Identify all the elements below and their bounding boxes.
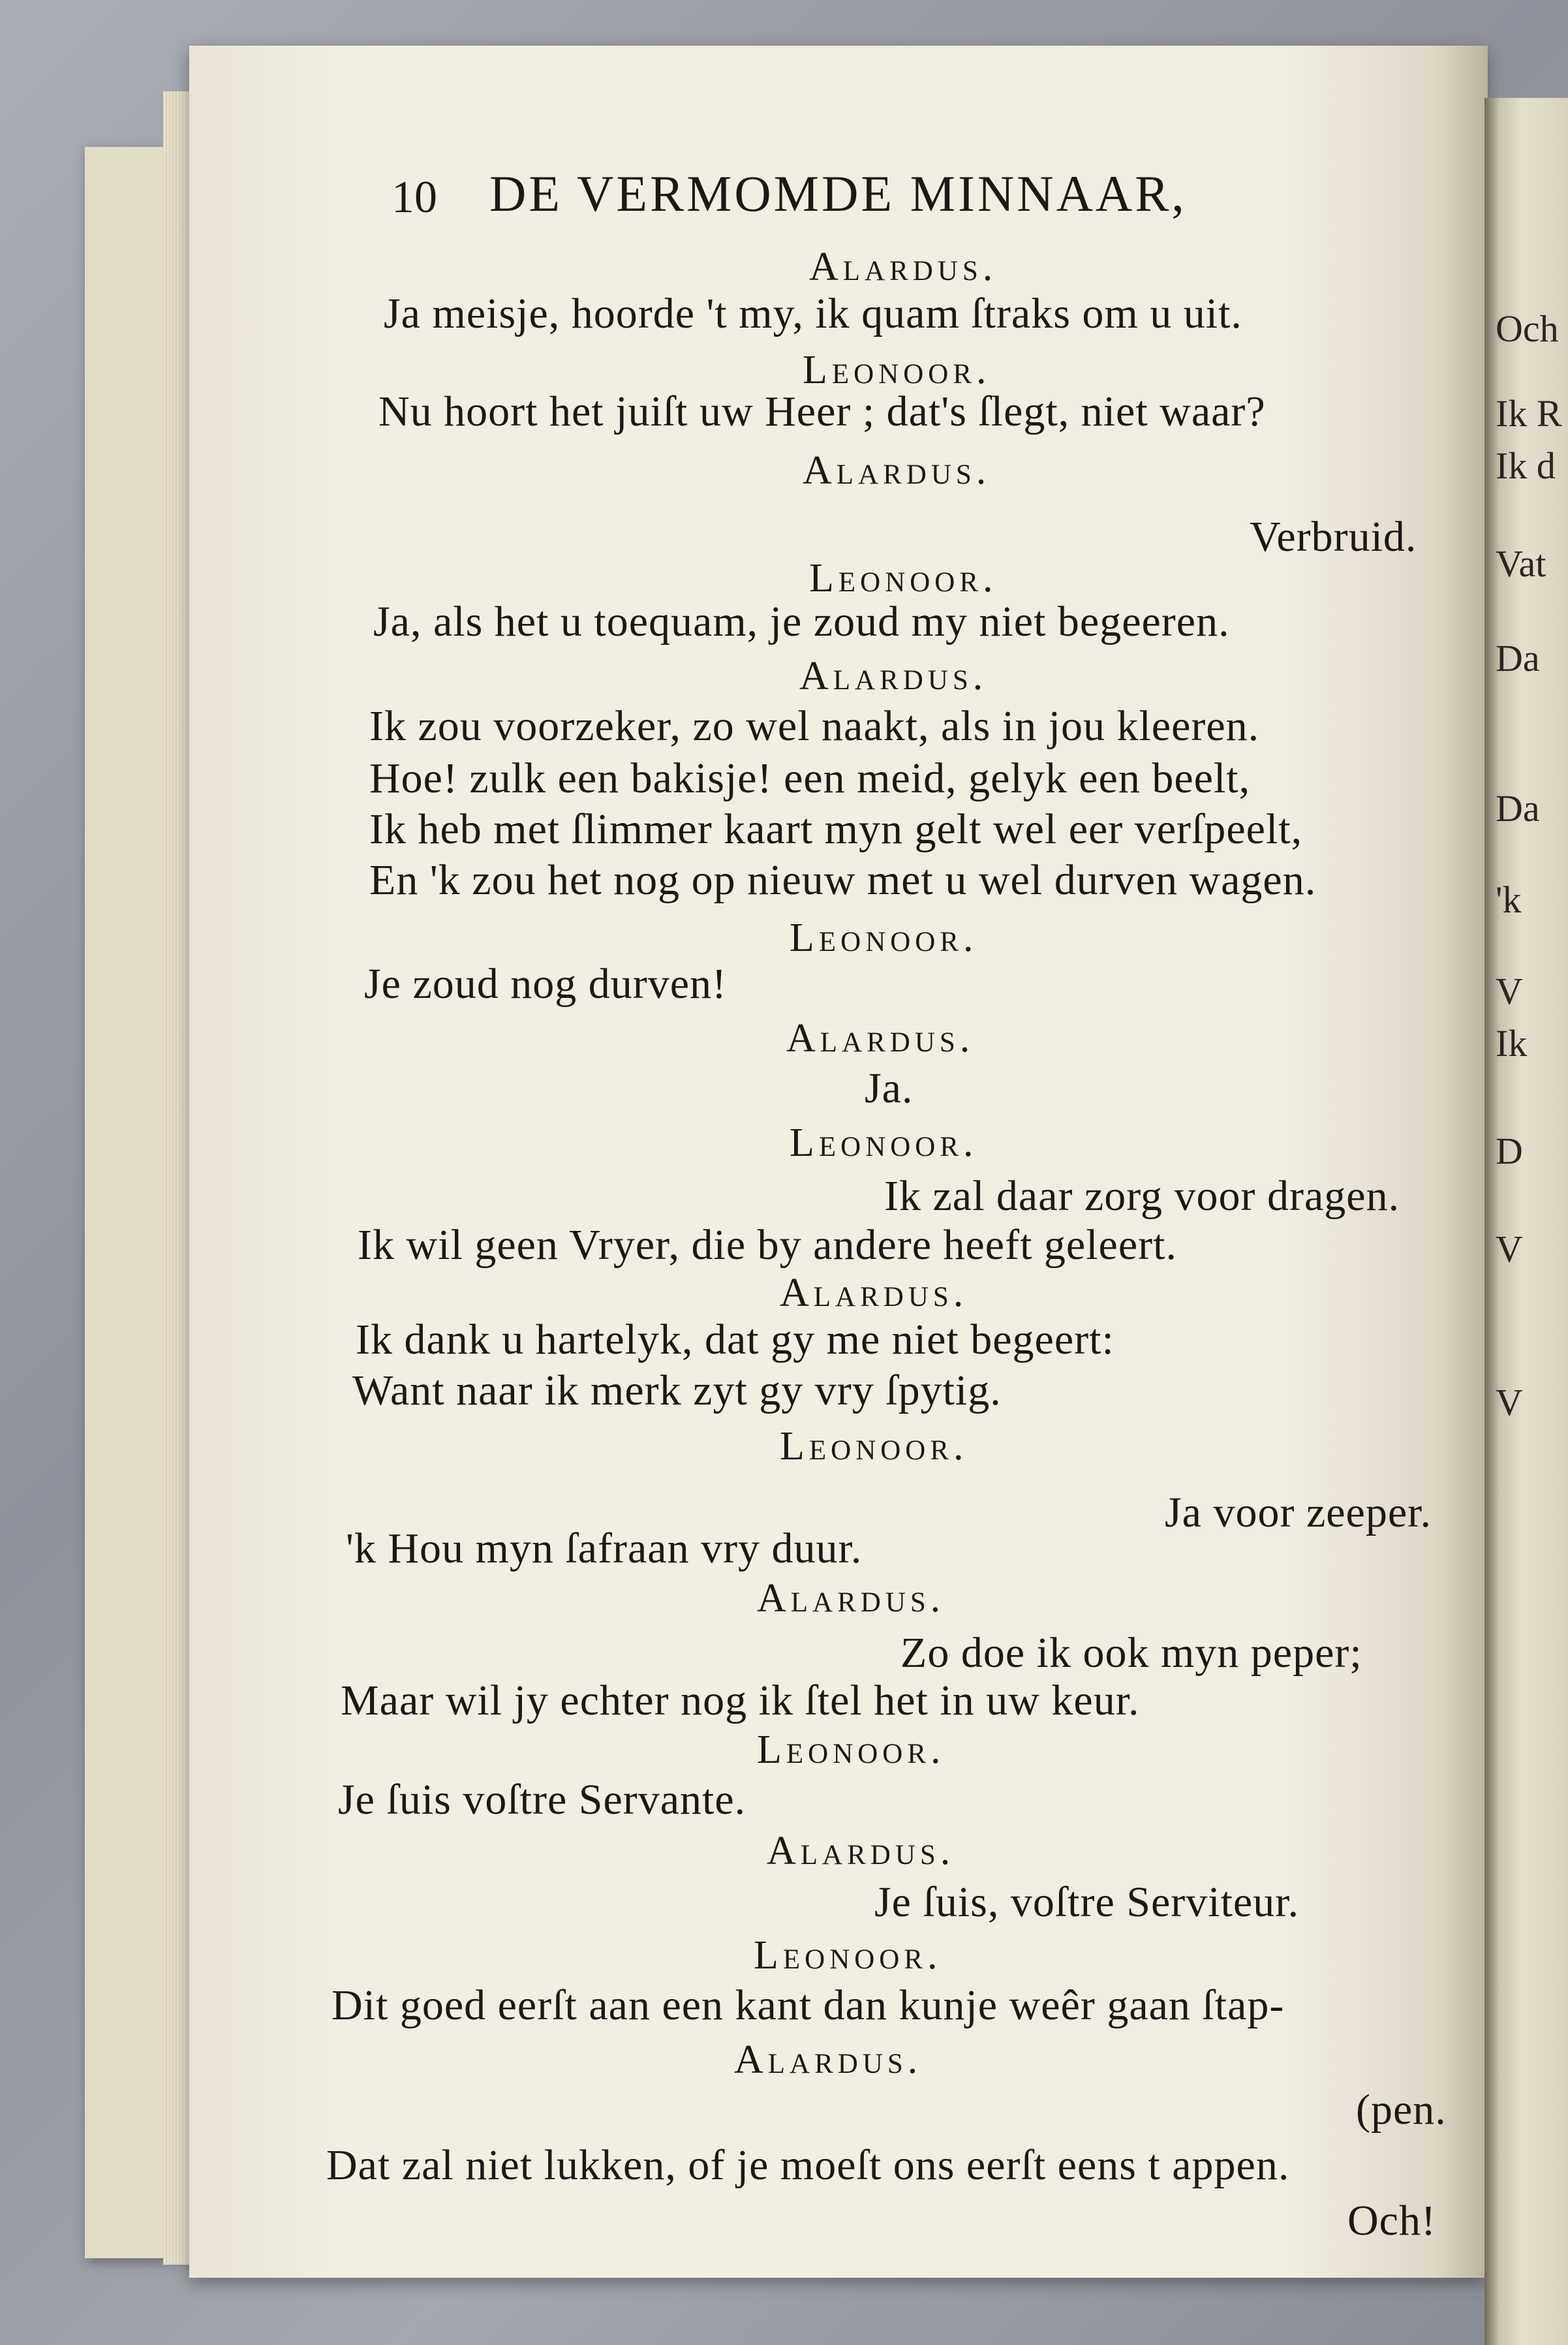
verse-line: Ja. (865, 1064, 914, 1112)
verse-line: Zo doe ik ook myn peper; (900, 1629, 1362, 1677)
verse-line: Verbruid. (1250, 513, 1417, 561)
speaker-name: Leonoor. (757, 1728, 945, 1772)
page-number: 10 (392, 172, 437, 223)
speaker-name: Leonoor. (803, 348, 991, 392)
speaker-name: Alardus. (803, 448, 991, 493)
speaker-name: Alardus. (767, 1829, 955, 1873)
verse-line: Ik wil geen Vryer, die by andere heeft geleert. (358, 1221, 1177, 1269)
verse-line: En 'k zou het nog op nieuw met u wel durven wagen. (369, 856, 1317, 904)
verse-line: Want naar ik merk zyt gy vry ſpytig. (352, 1367, 1002, 1414)
verse-line: Je zoud nog durven! (364, 960, 728, 1008)
facing-fragment: Da (1496, 637, 1540, 679)
verse-line: Ik heb met ſlimmer kaart myn gelt wel eer verſpeelt, (369, 805, 1303, 853)
facing-fragment: Ik R (1496, 392, 1562, 435)
verse-line: Maar wil jy echter nog ik ſtel het in uw keur. (341, 1677, 1140, 1724)
facing-fragment: Vat (1496, 542, 1546, 585)
facing-fragment: 'k (1496, 878, 1522, 921)
verse-line: Ja, als het u toequam, je zoud my niet begeeren. (373, 598, 1230, 645)
speaker-name: Leonoor. (780, 1424, 968, 1468)
verse-line: Dat zal niet lukken, of je moeſt ons eerſt eens t appen. (326, 2141, 1290, 2189)
running-head: DE VERMOMDE MINNAAR, (489, 165, 1187, 222)
facing-fragment: Och (1496, 307, 1559, 350)
verse-line: Hoe! zulk een bakisje! een meid, gelyk een beelt, (369, 754, 1251, 802)
speaker-name: Alardus. (799, 654, 988, 698)
speaker-name: Alardus. (757, 1576, 945, 1621)
verse-line: Je ſuis, voſtre Serviteur. (874, 1878, 1300, 1926)
verse-line: Je ſuis voſtre Servante. (338, 1776, 746, 1824)
verse-line: Dit goed eerſt aan een kant dan kunje weêr gaan ſtap- (331, 1981, 1285, 2029)
facing-fragment: Da (1496, 787, 1540, 830)
speaker-name: Alardus. (809, 245, 998, 289)
facing-fragment: V (1496, 1228, 1523, 1270)
verse-line: Nu hoort het juiſt uw Heer ; dat's ſlegt, niet waar? (378, 388, 1266, 435)
facing-fragment: V (1496, 1381, 1523, 1423)
catchword: Och! (1347, 2197, 1436, 2244)
facing-fragment: D (1496, 1130, 1523, 1172)
verse-line: Ja voor zeeper. (1165, 1489, 1432, 1536)
speaker-name: Leonoor. (754, 1933, 942, 1978)
facing-fragment: Ik (1496, 1022, 1528, 1064)
verse-line: Ik zou voorzeker, zo wel naakt, als in jou kleeren. (369, 702, 1260, 750)
verse-line: (pen. (1356, 2086, 1447, 2134)
speaker-name: Leonoor. (790, 916, 978, 960)
verse-line: Ik dank u hartelyk, dat gy me niet begeert: (356, 1316, 1115, 1363)
speaker-name: Leonoor. (790, 1121, 978, 1165)
verse-line: 'k Hou myn ſafraan vry duur. (346, 1525, 863, 1572)
facing-fragment: Ik d (1496, 444, 1556, 487)
verse-line: Ja meisje, hoorde 't my, ik quam ſtraks om u uit. (384, 290, 1242, 337)
speaker-name: Alardus. (780, 1271, 968, 1315)
facing-fragment: V (1496, 970, 1523, 1012)
speaker-name: Alardus. (734, 2038, 923, 2082)
verse-line: Ik zal daar zorg voor dragen. (884, 1172, 1400, 1220)
speaker-name: Alardus. (786, 1016, 975, 1061)
speaker-name: Leonoor. (809, 556, 998, 600)
